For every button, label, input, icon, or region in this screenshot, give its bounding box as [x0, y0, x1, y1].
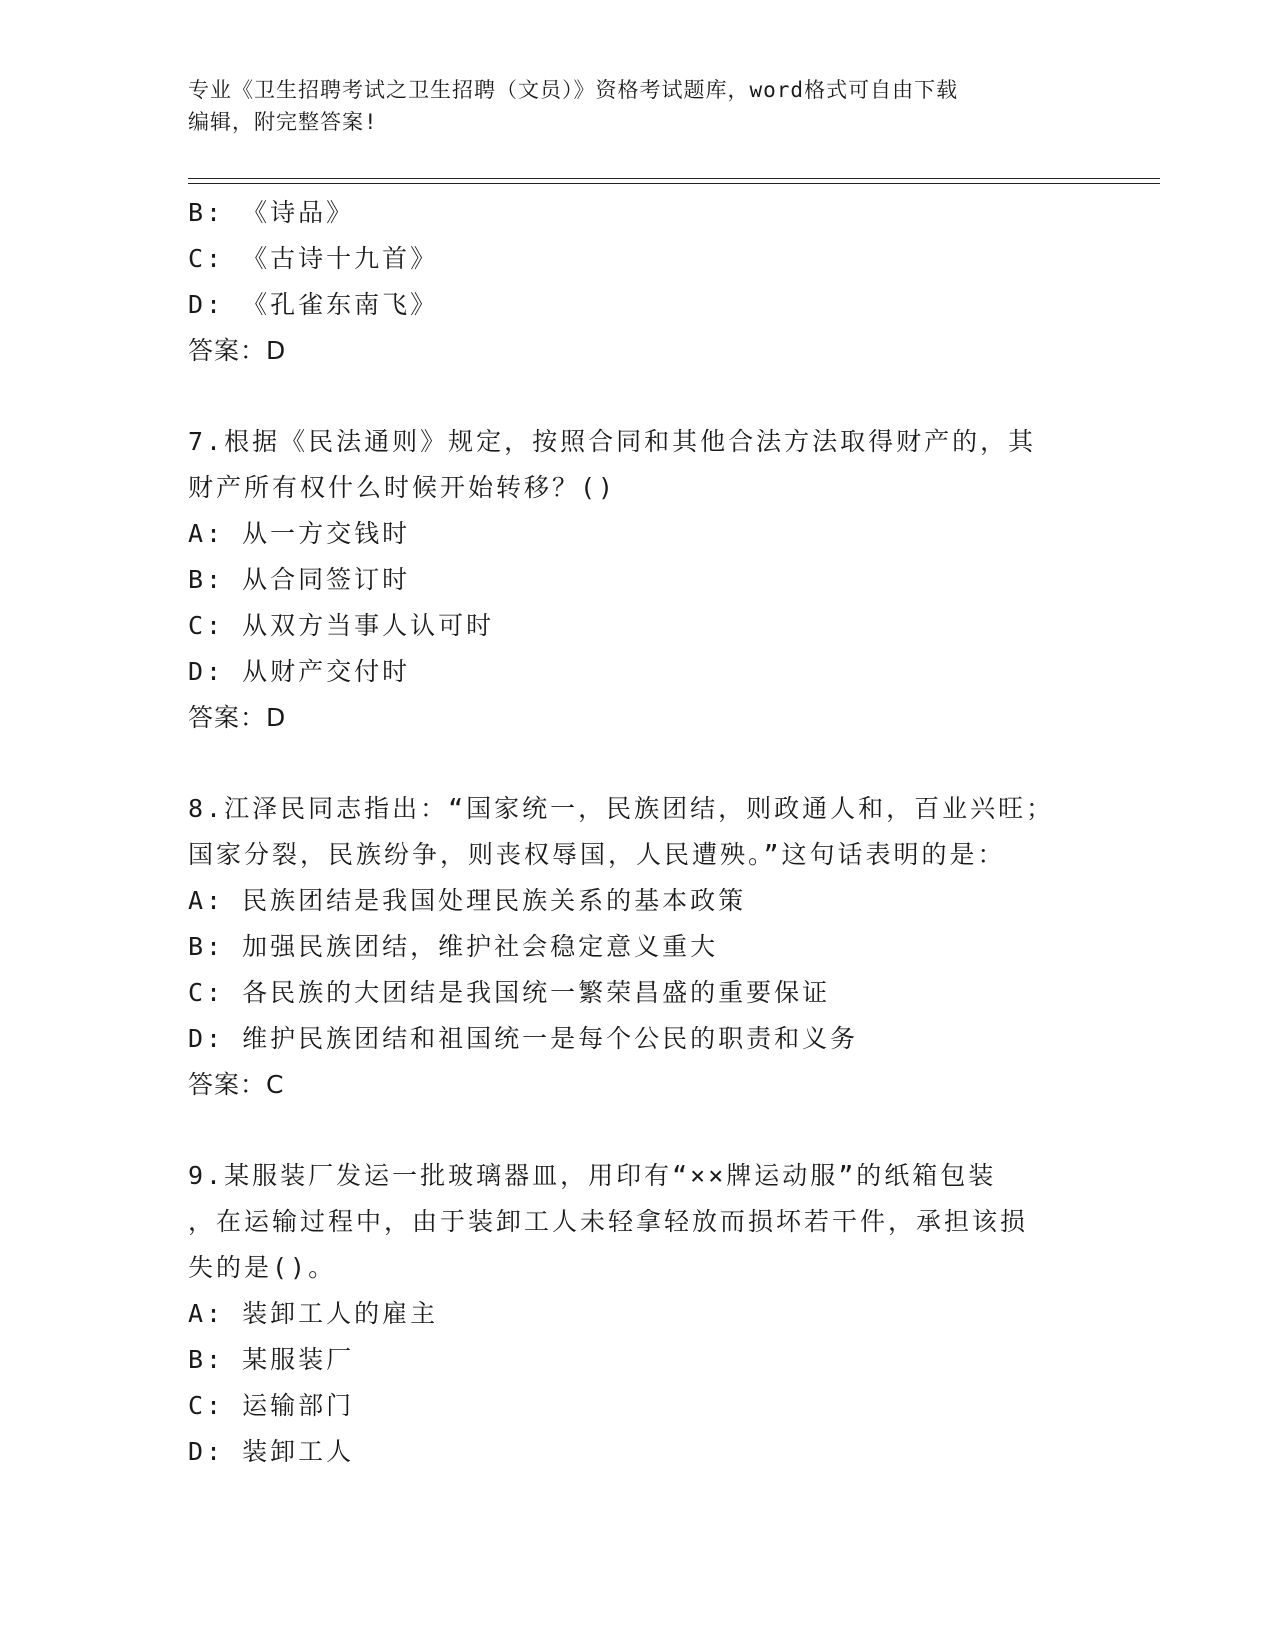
header-line-1: 专业《卫生招聘考试之卫生招聘（文员）》资格考试题库，word格式可自由下载: [188, 78, 959, 102]
option-c: C: 从双方当事人认可时: [188, 611, 495, 640]
question-8: [188, 786, 1088, 1108]
option-b: B: 加强民族团结，维护社会稳定意义重大: [188, 932, 719, 961]
option-c: C: 运输部门: [188, 1391, 355, 1420]
option-b: B: 从合同签订时: [188, 565, 411, 594]
question-text: 国家分裂，民族纷争，则丧权辱国，人民遭殃。”这句话表明的是：: [188, 840, 1006, 869]
question-text: 失的是()。: [188, 1253, 337, 1282]
question-9: [188, 1153, 1088, 1475]
question-list: [188, 190, 1088, 1475]
option-d: D: 维护民族团结和祖国统一是每个公民的职责和义务: [188, 1024, 859, 1053]
answer-label: 答案：C: [188, 1070, 285, 1099]
option-a: A: 从一方交钱时: [188, 519, 411, 548]
question-text: 财产所有权什么时候开始转移？(): [188, 473, 617, 502]
header-divider-bottom: [188, 183, 1160, 184]
option-d: D: 从财产交付时: [188, 657, 411, 686]
option-d: D: 《孔雀东南飞》: [188, 290, 439, 319]
question-text: 7.根据《民法通则》规定，按照合同和其他合法方法取得财产的，其: [188, 427, 1037, 456]
question-text: 9.某服装厂发运一批玻璃器皿，用印有“××牌运动服”的纸箱包装: [188, 1161, 997, 1190]
question-7: [188, 419, 1088, 741]
option-d: D: 装卸工人: [188, 1437, 355, 1466]
document-header: [188, 74, 1068, 138]
option-b: B: 《诗品》: [188, 198, 355, 227]
option-c: C: 各民族的大团结是我国统一繁荣昌盛的重要保证: [188, 978, 831, 1007]
header-line-2: 编辑，附完整答案!: [188, 110, 378, 134]
answer-label: 答案：D: [188, 336, 287, 365]
header-divider-top: [188, 178, 1160, 179]
option-b: B: 某服装厂: [188, 1345, 355, 1374]
option-a: A: 民族团结是我国处理民族关系的基本政策: [188, 886, 747, 915]
question-6-continuation: [188, 190, 1088, 374]
question-text: 8.江泽民同志指出：“国家统一，民族团结，则政通人和，百业兴旺；: [188, 794, 1055, 823]
option-a: A: 装卸工人的雇主: [188, 1299, 439, 1328]
answer-label: 答案：D: [188, 703, 287, 732]
option-c: C: 《古诗十九首》: [188, 244, 439, 273]
question-text: ，在运输过程中，由于装卸工人未轻拿轻放而损坏若干件，承担该损: [188, 1207, 1029, 1236]
